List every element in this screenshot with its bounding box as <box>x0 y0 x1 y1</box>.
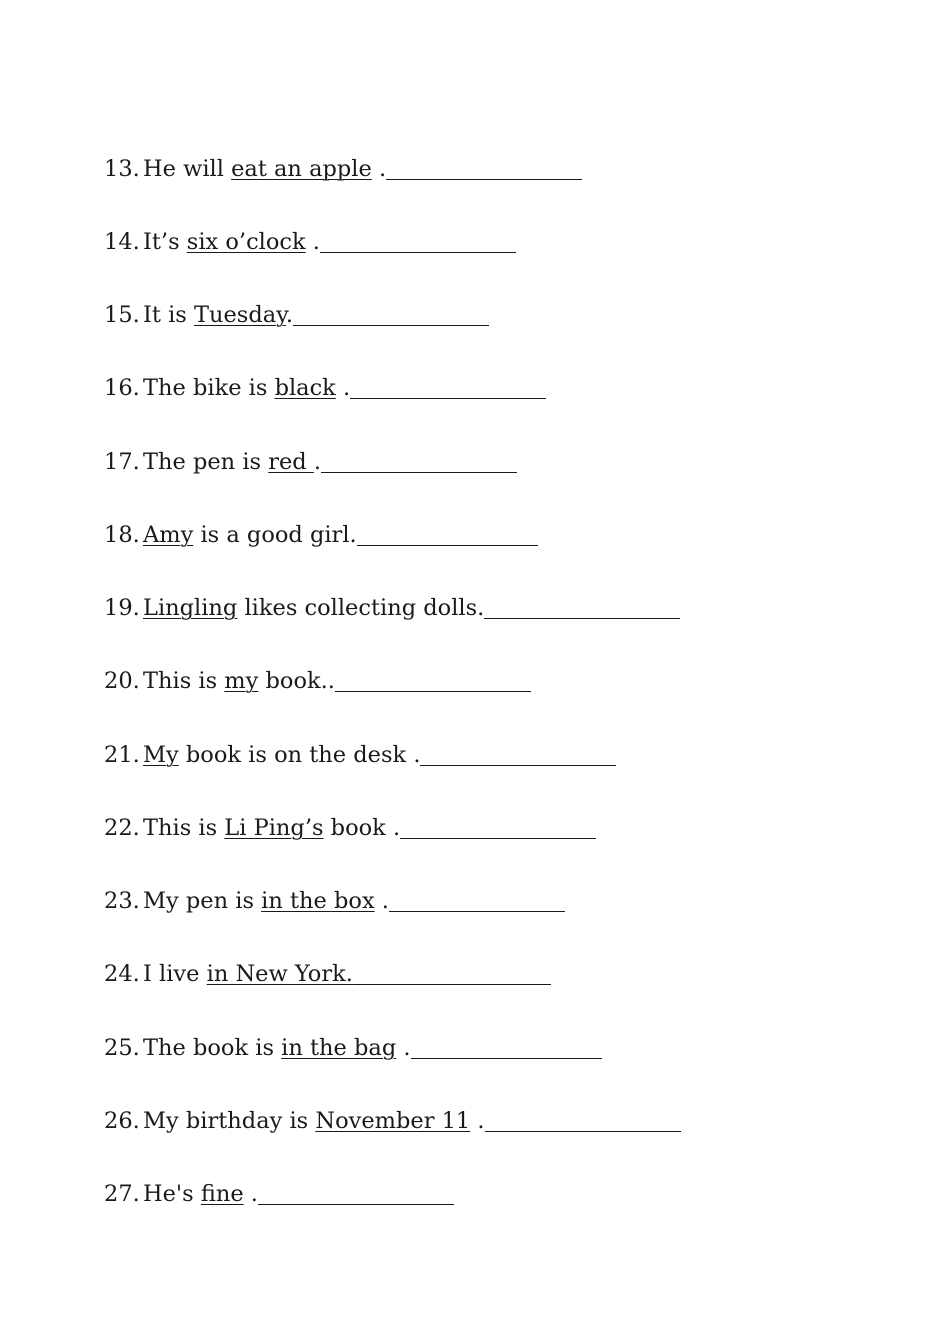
question-text: The bike is <box>143 375 275 401</box>
question-text: This is <box>143 815 225 841</box>
answer-blank[interactable] <box>400 838 596 839</box>
question-number: 26. <box>104 1108 140 1134</box>
question-text: . <box>313 449 322 475</box>
question-item <box>104 227 516 257</box>
question-text: book.. <box>258 668 335 694</box>
question-text: likes collecting dolls. <box>237 595 485 621</box>
underlined-phrase: six o’clock <box>186 229 306 255</box>
underlined-phrase: in the bag <box>281 1035 397 1061</box>
underlined-phrase: fine <box>200 1181 244 1207</box>
question-number: 20. <box>104 668 140 694</box>
question-item <box>104 740 616 770</box>
question-text: . <box>470 1108 485 1134</box>
question-number: 15. <box>104 302 140 328</box>
question-number: 24. <box>104 961 140 987</box>
question-text: . <box>371 156 387 182</box>
answer-blank[interactable] <box>258 1204 454 1205</box>
question-item <box>104 447 517 477</box>
answer-blank[interactable] <box>353 984 551 985</box>
answer-blank[interactable] <box>357 545 538 546</box>
question-item <box>104 666 531 696</box>
answer-blank[interactable] <box>350 398 546 399</box>
question-text: book is on the desk . <box>178 742 421 768</box>
question-item <box>104 520 538 550</box>
answer-blank[interactable] <box>321 472 517 473</box>
question-item <box>104 373 546 403</box>
question-text: It is <box>143 302 194 328</box>
answer-blank[interactable] <box>411 1058 602 1059</box>
question-text: is a good girl. <box>193 522 357 548</box>
answer-blank[interactable] <box>420 765 616 766</box>
underlined-phrase: red <box>268 449 314 475</box>
answer-blank[interactable] <box>484 618 680 619</box>
question-number: 19. <box>104 595 140 621</box>
question-item <box>104 300 489 330</box>
question-text: . <box>335 375 351 401</box>
question-text: . <box>305 229 320 255</box>
underlined-phrase: in New York. <box>206 961 353 987</box>
question-text: . <box>396 1035 411 1061</box>
question-item <box>104 593 680 623</box>
question-item <box>104 1106 681 1136</box>
underlined-phrase: Lingling <box>143 595 238 621</box>
question-number: 27. <box>104 1181 140 1207</box>
underlined-phrase: Li Ping’s <box>224 815 324 841</box>
question-number: 22. <box>104 815 140 841</box>
question-text: My birthday is <box>143 1108 316 1134</box>
question-text: He's <box>143 1181 201 1207</box>
question-item <box>104 1179 454 1209</box>
question-text: . <box>243 1181 258 1207</box>
underlined-phrase: black <box>274 375 336 401</box>
question-text: The pen is <box>143 449 269 475</box>
question-item <box>104 886 565 916</box>
answer-blank[interactable] <box>485 1131 681 1132</box>
answer-blank[interactable] <box>293 325 489 326</box>
question-text: The book is <box>143 1035 282 1061</box>
question-text: . <box>285 302 294 328</box>
answer-blank[interactable] <box>386 179 582 180</box>
question-text: I live <box>143 961 207 987</box>
question-text: . <box>374 888 389 914</box>
underlined-phrase: my <box>224 668 259 694</box>
question-text: My pen is <box>143 888 262 914</box>
question-item <box>104 154 582 184</box>
answer-blank[interactable] <box>335 691 531 692</box>
question-item <box>104 959 551 989</box>
question-number: 17. <box>104 449 140 475</box>
answer-blank[interactable] <box>389 911 565 912</box>
question-number: 13. <box>104 156 140 182</box>
question-item <box>104 1033 602 1063</box>
question-number: 18. <box>104 522 140 548</box>
question-number: 16. <box>104 375 140 401</box>
underlined-phrase: Tuesday <box>193 302 286 328</box>
question-text: This is <box>143 668 225 694</box>
question-item <box>104 813 596 843</box>
question-number: 25. <box>104 1035 140 1061</box>
question-number: 14. <box>104 229 140 255</box>
underlined-phrase: eat an apple <box>231 156 372 182</box>
underlined-phrase: Amy <box>143 522 194 548</box>
question-text: book . <box>323 815 401 841</box>
underlined-phrase: in the box <box>261 888 375 914</box>
underlined-phrase: My <box>143 742 179 768</box>
underlined-phrase: November 11 <box>315 1108 471 1134</box>
question-text: It’s <box>143 229 187 255</box>
question-number: 21. <box>104 742 140 768</box>
question-text: He will <box>143 156 232 182</box>
question-number: 23. <box>104 888 140 914</box>
answer-blank[interactable] <box>320 252 516 253</box>
